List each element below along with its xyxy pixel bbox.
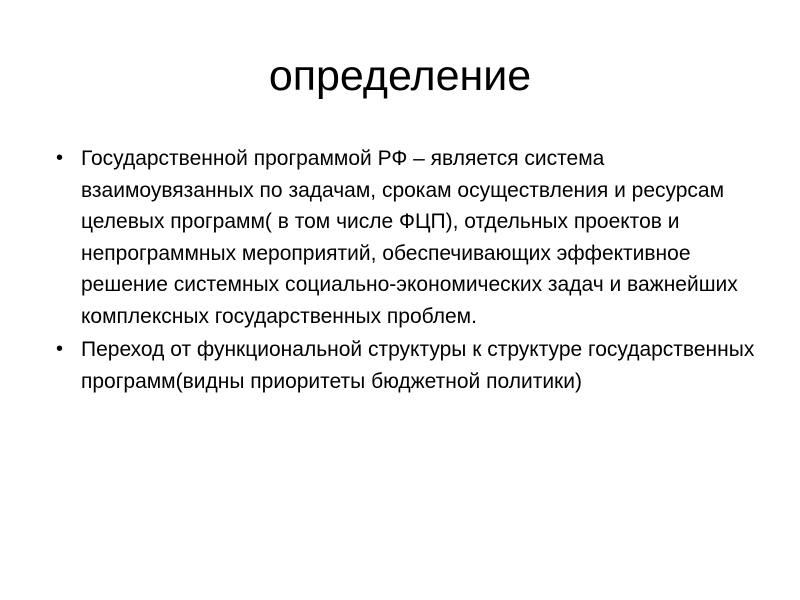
slide-title: определение: [268, 52, 532, 100]
bullet-item-definition: [56, 143, 756, 332]
bullet-item-transition: [56, 334, 756, 397]
bullet-text: Переход от функциональной структуры к структуре государственных программ(видны приоритеты бюджетной политики): [81, 338, 755, 393]
bullet-list: [56, 143, 756, 397]
bullet-icon: •: [56, 338, 64, 360]
bullet-text: Государственной программой РФ – является система взаимоувязанных по задачам, срокам осуществления и ресурсам целевых программ( в том числе ФЦП), отдельных проектов и непрограммных мероприятий, обеспечивающих эффективное решение системных социально-экономических задач и важнейших комплексных государственных проблем.: [81, 147, 738, 328]
bullet-icon: •: [56, 147, 64, 169]
